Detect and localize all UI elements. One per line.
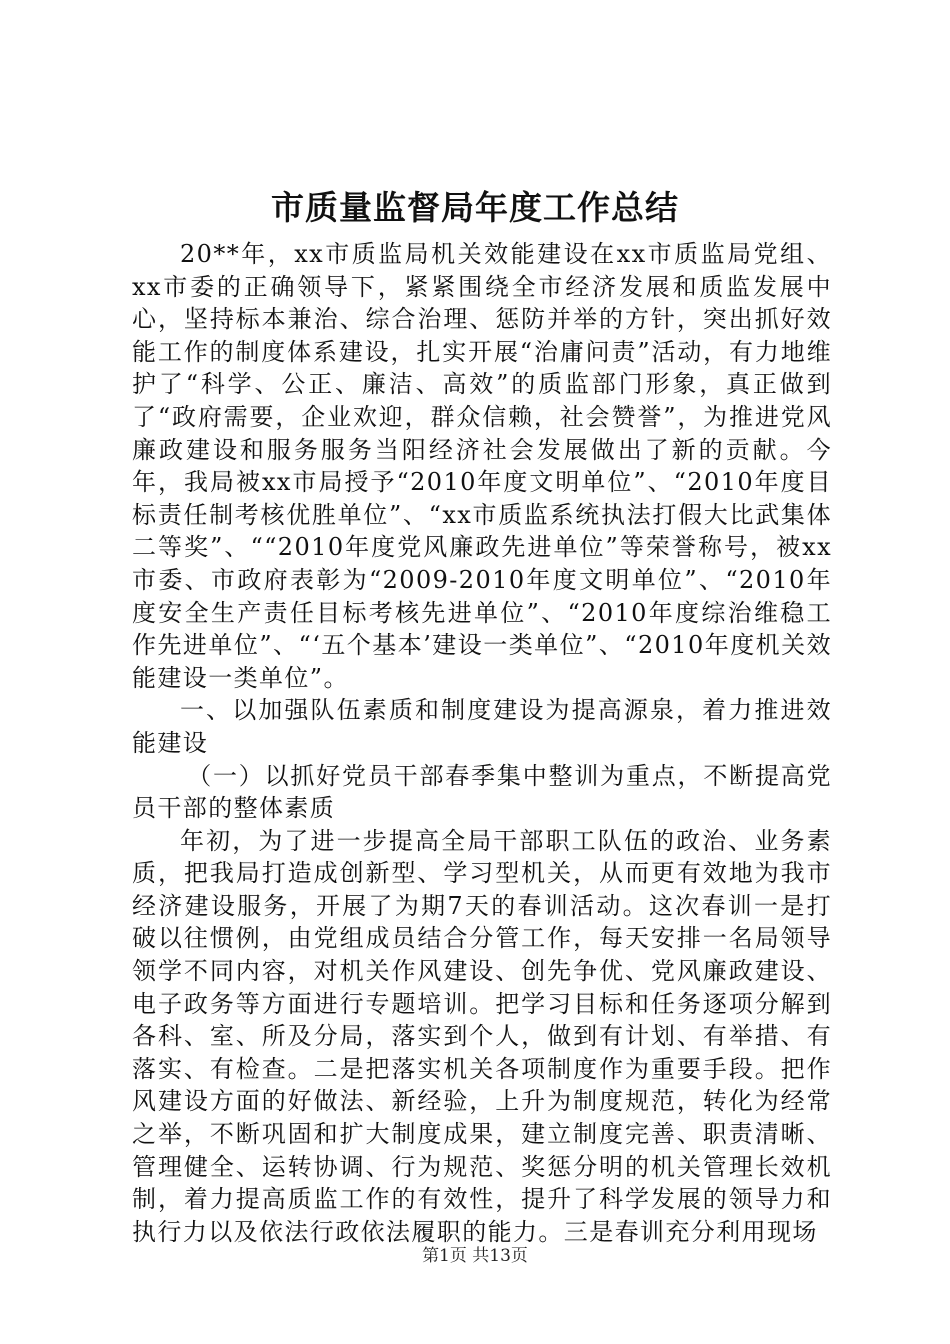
- page-footer: 第1页 共13页: [422, 1246, 528, 1266]
- paragraph-spring-training: 年初，为了进一步提高全局干部职工队伍的政治、业务素质，把我局打造成创新型、学习型机关，从而更有效地为我市经济建设服务，开展了为期7天的春训活动。这次春训一是打破以往惯例，由党组成员结合分管工作，每天安排一名局领导领学不同内容，对机关作风建设、创先争优、党风廉政建设、电子政务等方面进行专题培训。把学习目标和任务逐项分解到各科、室、所及分局，落实到个人，做到有计划、有举措、有落实、有检查。二是把落实机关各项制度作为重要手段。把作风建设方面的好做法、新经验，上升为制度规范，转化为经常之举，不断巩固和扩大制度成果，建立制度完善、职责清晰、管理健全、运转协调、行为规范、奖惩分明的机关管理长效机制，着力提高质监工作的有效性，提升了科学发展的领导力和执行力以及依法行政依法履职的能力。三是春训充分利用现场: [132, 826, 832, 1246]
- subsection-heading-1: （一）以抓好党员干部春季集中整训为重点，不断提高党员干部的整体素质: [132, 761, 832, 823]
- document-body: [132, 238, 832, 1248]
- paragraph-intro: 20**年，xx市质监局机关效能建设在xx市质监局党组、xx市委的正确领导下，紧紧围绕全市经济发展和质监发展中心，坚持标本兼治、综合治理、惩防并举的方针，突出抓好效能工作的制度体系建设，扎实开展“治庸问责”活动，有力地维护了“科学、公正、廉洁、高效”的质监部门形象，真正做到了“政府需要，企业欢迎，群众信赖，社会赞誉”，为推进党风廉政建设和服务服务当阳经济社会发展做出了新的贡献。今年，我局被xx市局授予“2010年度文明单位”、“2010年度目标责任制考核优胜单位”、“xx市质监系统执法打假大比武集体二等奖”、““2010年度党风廉政先进单位”等荣誉称号，被xx市委、市政府表彰为“2009-2010年度文明单位”、“2010年度安全生产责任目标考核先进单位”、“2010年度综治维稳工作先进单位”、“‘五个基本’建设一类单位”、“2010年度机关效能建设一类单位”。: [132, 240, 832, 692]
- document-title: 市质量监督局年度工作总结: [271, 188, 679, 227]
- section-heading-1: 一、以加强队伍素质和制度建设为提高源泉，着力推进效能建设: [132, 696, 832, 757]
